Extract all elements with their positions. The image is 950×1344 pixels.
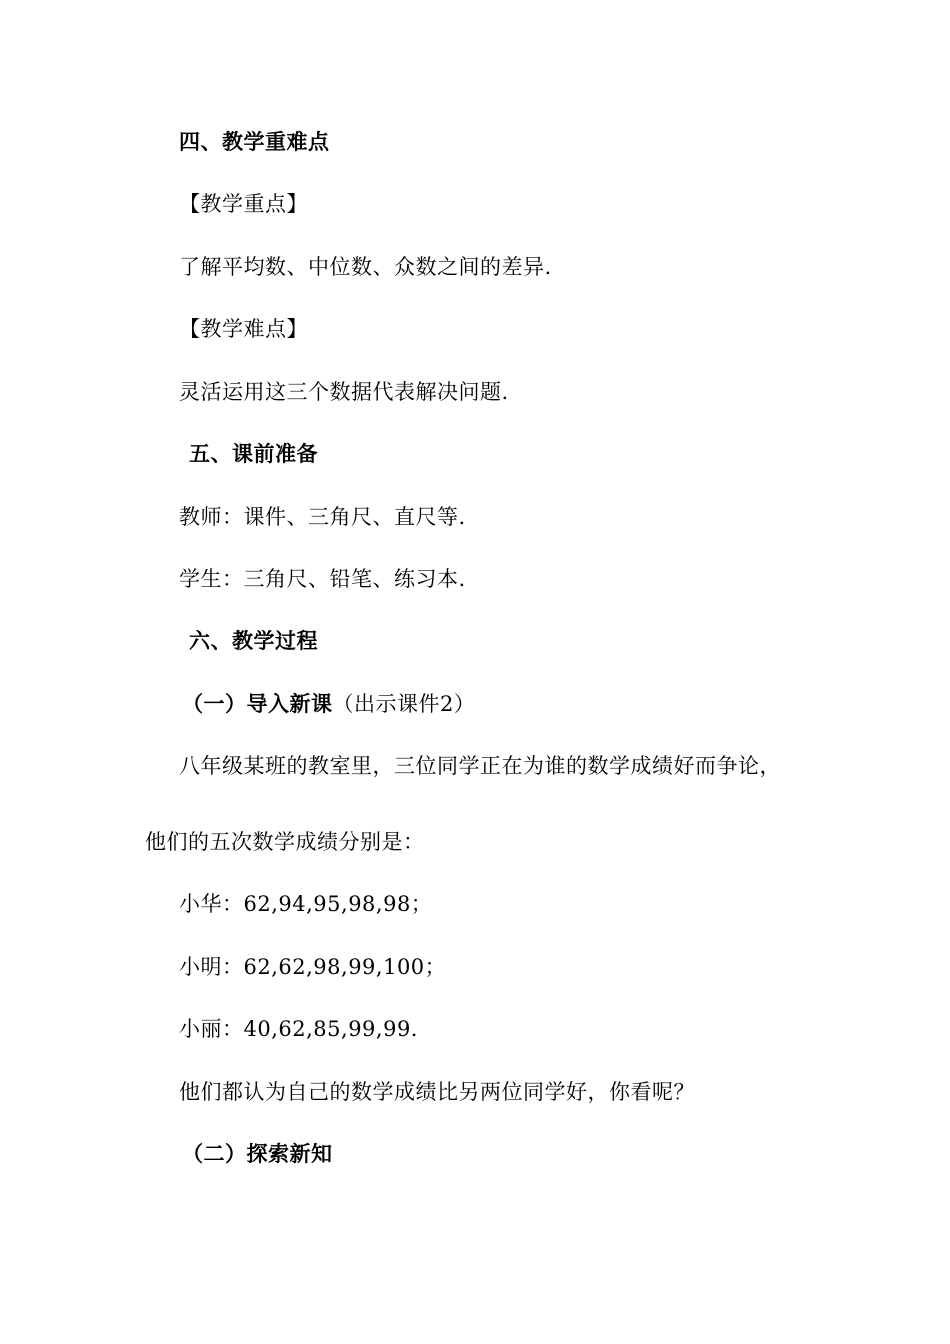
- section-heading-preparation: 五、课前准备: [189, 441, 318, 466]
- subsection-introduction-title: （一）导入新课: [182, 691, 333, 716]
- intro-paragraph-line1: 八年级某班的教室里，三位同学正在为谁的数学成绩好而争论，: [179, 754, 781, 778]
- subsection-explore: （二）探索新知: [182, 1141, 333, 1166]
- section-heading-process: 六、教学过程: [189, 628, 318, 653]
- intro-question: 他们都认为自己的数学成绩比另两位同学好，你看呢？: [179, 1080, 695, 1104]
- scores-xiaoming: 小明：62,62,98,99,100；: [179, 955, 447, 979]
- difficulty-label: 【教学难点】: [179, 317, 308, 341]
- scores-xiaohua: 小华：62,94,95,98,98；: [179, 892, 433, 916]
- subsection-introduction: [182, 690, 475, 718]
- section-heading-difficulties: 四、教学重难点: [179, 129, 330, 154]
- teacher-materials: 教师：课件、三角尺、直尺等.: [179, 505, 466, 529]
- scores-xiaoli: 小丽：40,62,85,99,99.: [179, 1017, 418, 1041]
- difficulty-text: 灵活运用这三个数据代表解决问题.: [179, 380, 509, 404]
- key-points-text: 了解平均数、中位数、众数之间的差异.: [179, 255, 552, 279]
- student-materials: 学生：三角尺、铅笔、练习本.: [179, 567, 466, 591]
- courseware-note: （出示课件2）: [332, 692, 476, 716]
- intro-paragraph-line2: 他们的五次数学成绩分别是：: [145, 830, 425, 854]
- key-points-label: 【教学重点】: [179, 192, 308, 216]
